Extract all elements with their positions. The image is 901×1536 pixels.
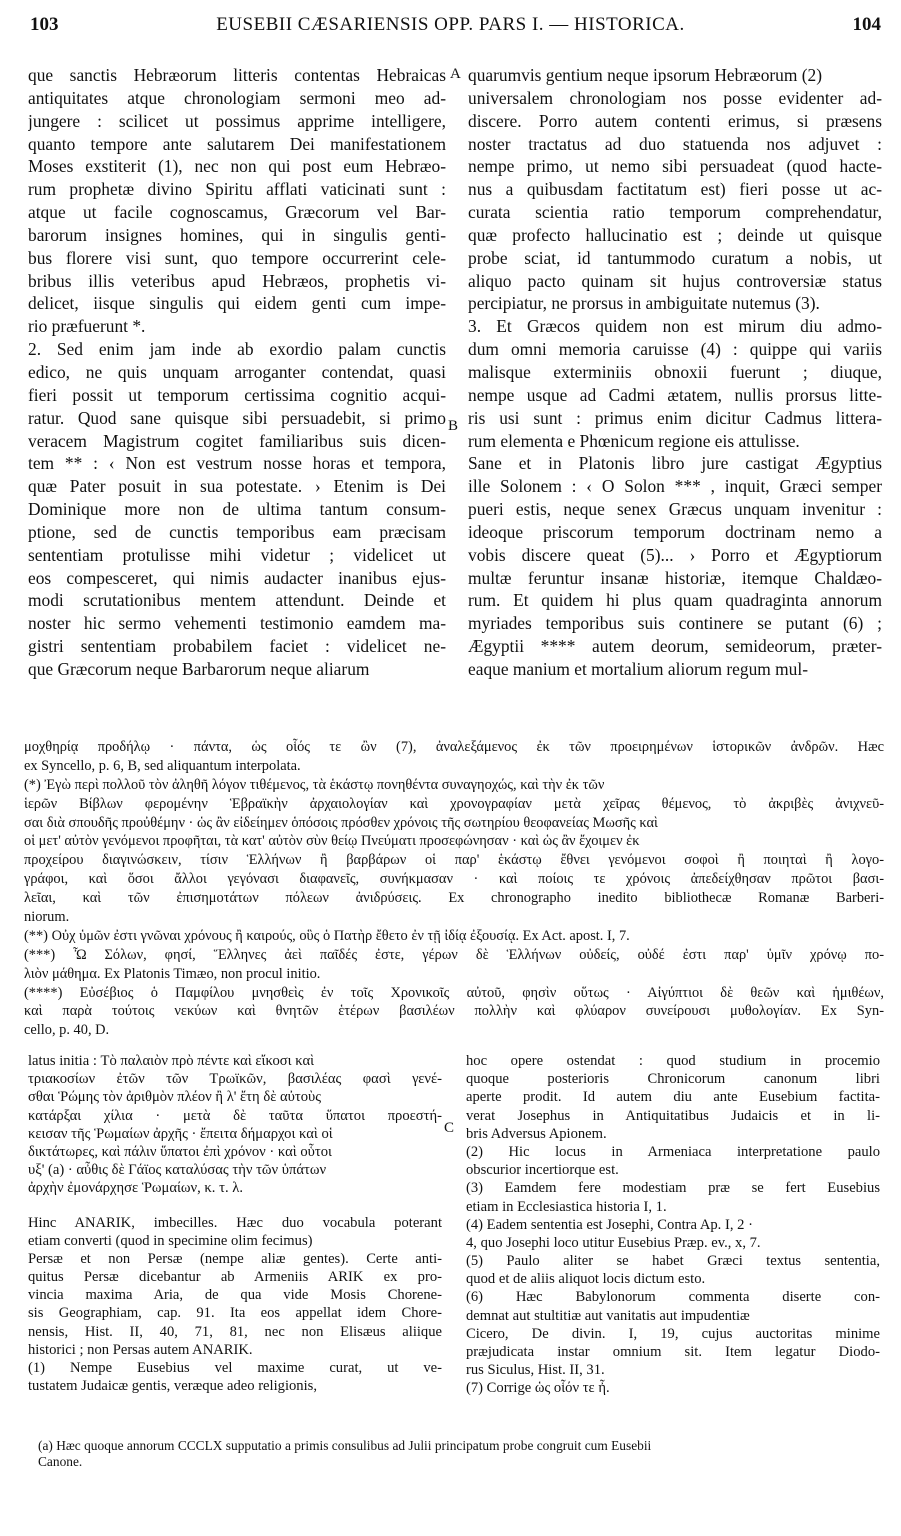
text-line: (****) Εὐσέβιος ὁ Παμφίλου μνησθεὶς ἐν τοῖς Χρονικοῖς αὐτοῦ, φησὶν οὕτως · Αἰγύπτιοι δὲ θεῶν καὶ ἡμιθέων,	[24, 984, 884, 1001]
text-line: modi scrutationibus mentem attendunt. Deinde et	[28, 590, 446, 611]
text-line: ptione, sed de cunctis temporibus eam præcisam	[28, 521, 446, 542]
text-line: λιὸν μάθημα. Ex Platonis Timæo, non procul initio.	[24, 965, 321, 982]
text-line: percipiatur, ne prorsus in ambiguitate nutemus (3).	[468, 293, 820, 314]
text-line: (4) Eadem sententia est Josephi, Contra Ap. I, 2 ·	[466, 1216, 753, 1233]
text-line: barorum insignes homines, qui in singulis genti-	[28, 224, 446, 245]
text-line: rum. Et quidem hi plus quam quadraginta annorum	[468, 590, 882, 611]
text-line: rum prophetæ divino Spiritu afflati vaticinati sunt :	[28, 179, 446, 200]
greek-footnotes	[24, 738, 884, 1040]
text-line: nus a quibusdam factitatum est) fieri posse ut ac-	[468, 179, 882, 200]
text-line: veracem Magistrum cogitet familiaribus suis dicen-	[28, 430, 446, 451]
text-line: κεισαν τῆς Ῥωμαίων ἀρχῆς · ἔπειτα δήμαρχοι καὶ οἱ	[28, 1125, 333, 1142]
main-column-left	[28, 64, 446, 681]
text-line: que Græcorum neque Barbarorum neque aliarum	[28, 658, 370, 679]
running-title: EUSEBII CÆSARIENSIS OPP. PARS I. — HISTORICA.	[216, 14, 685, 35]
text-line: quoque posterioris Chronicorum canonum libri	[466, 1071, 880, 1088]
text-line: rum elementa e Phœnicum regione eis attulisse.	[468, 430, 800, 451]
text-line: (3) Eamdem fere modestiam præ se fert Eusebius	[466, 1180, 880, 1197]
text-line: Persæ et non Persæ (nempe aliæ gentes). Certe anti-	[28, 1250, 442, 1267]
text-line: quitus Persæ dicebantur ab Armeniis ARIK ex pro-	[28, 1269, 442, 1286]
text-line: ris usi sunt : primus enim dicitur Cadmus littera-	[468, 407, 882, 428]
text-line: Cicero, De divin. I, 19, cujus auctoritas minime	[466, 1325, 880, 1342]
text-line: fieri possit ut temporum certissima cognitio acqui-	[28, 384, 446, 405]
text-line: nempe primo, ut nemo sibi persuadeat (quod hacte-	[468, 156, 882, 177]
text-line: (7) Corrige ὡς οἷόν τε ἦ.	[466, 1380, 610, 1397]
text-line: προχείρου διαγινώσκειν, τίσιν Ἑλλήνων ἢ βαρβάρων οἱ παρ' ἑκάστῳ ἔθνει γενόμενοι σοφοὶ ἢ ποιηταὶ ἢ λογο-	[24, 852, 884, 869]
text-line: probe sciat, id tantummodo curatum a nobis, ut	[468, 247, 882, 268]
text-line: 3. Et Græcos quidem non est mirum diu admo-	[468, 316, 882, 337]
text-line: καὶ παρὰ τούτοις νεκύων καὶ θνητῶν ἑτέρων βασιλέων πολλὴν καὶ φλύαρον συνείρουσι μυθολογίαν. Ex Syn-	[24, 1003, 884, 1020]
text-line: οἱ μετ' αὐτὸν γενόμενοι προφῆται, τὰ κατ' αὐτὸν σὺν θείῳ Πνεύματι προσεφώνησαν · καὶ ὡς ἂν ἔχοιμεν ἐκ	[24, 833, 640, 850]
text-line: quæ profecto hallucinatio est ; deinde ut quisque	[468, 224, 882, 245]
text-line: ἀρχὴν ἐμονάρχησε Ῥωμαίων, κ. τ. λ.	[28, 1180, 243, 1197]
bottom-footnote	[38, 1438, 886, 1470]
text-line: (***) Ὦ Σόλων, φησί, Ἕλληνες ἀεὶ παῖδές ἐστε, γέρων δὲ Ἑλλήνων οὐδείς, οὐδέ ἐστι παρ' ὑμῖν χρόνῳ πο-	[24, 946, 884, 963]
text-line: ideoque priscorum temporum doctrinam nemo a	[468, 521, 882, 542]
text-line: etiam converti (quod in specimine olim fecimus)	[28, 1232, 313, 1249]
text-line: noster hic sermo vehementi testimonio eamdem ma-	[28, 613, 446, 634]
text-line: gistri sententiam probabilem faciet : videlicet ne-	[28, 636, 446, 657]
text-line: tem ** : ‹ Non est vestrum nosse horas et tempora,	[28, 453, 446, 474]
text-line: (5) Paulo aliter se habet Græci textus sententia,	[466, 1253, 880, 1270]
text-line: τριακοσίων ἐτῶν τῶν Τρωϊκῶν, βασιλέας φασὶ γενέ-	[28, 1071, 442, 1088]
text-line: 4, quo Josephi loco utitur Eusebius Præp. ev., x, 7.	[466, 1234, 761, 1251]
text-line: multæ feruntur insanæ historiæ, itemque Chaldæo-	[468, 567, 882, 588]
text-line: Moses exstiterit (1), nec non qui post eum Hebræo-	[28, 156, 446, 177]
text-line: (2) Hic locus in Armeniaca interpretatione paulo	[466, 1143, 880, 1160]
text-line: universalem chronologiam nos posse evidenter ad-	[468, 87, 882, 108]
page-number-right: 104	[852, 14, 881, 35]
text-line: κατάρξαι χίλια · μετὰ δὲ ταῦτα ὕπατοι προεστή-	[28, 1107, 442, 1124]
page-number-left: 103	[30, 14, 59, 35]
text-line: latus initia : Τὸ παλαιὸν πρὸ πέντε καὶ εἴκοσι καὶ	[28, 1053, 315, 1069]
main-column-right	[468, 64, 882, 681]
text-line: rio præfuerunt *.	[28, 316, 146, 337]
text-line: ratur. Quod sane quisque sibi persuadebit, si primo	[28, 407, 446, 428]
text-line: (**) Οὐχ ὑμῶν ἐστι γνῶναι χρόνους ἢ καιρούς, οὓς ὁ Πατὴρ ἔθετο ἐν τῇ ἰδίᾳ ἐξουσίᾳ. Ex Act. apost. I, 7.	[24, 927, 630, 944]
text-line: sis Geographiam, cap. 91. Ita eos appellat idem Chore-	[28, 1305, 442, 1322]
text-line	[28, 1198, 442, 1214]
text-line: μοχθηρίᾳ προδήλῳ · πάντα, ὡς οἷός τε ὢν (7), ἀναλεξάμενος ἐκ τῶν προειρημένων ἱστορικῶν ἀνδρῶν. Hæc	[24, 739, 884, 755]
text-line: aperte prodit. Id autem diu ante Eusebium factita-	[466, 1089, 880, 1106]
text-line: (a) Hæc quoque annorum CCCLX supputatio a primis consulibus ad Julii principatum probe congruit cum Eusebii	[38, 1438, 652, 1453]
text-line: quarumvis gentium neque ipsorum Hebræorum (2)	[468, 65, 823, 85]
margin-letter-b: B	[448, 418, 459, 434]
text-line: Dominique more non de ultima tantum consum-	[28, 499, 446, 520]
text-line: Hinc ANARIK, imbecilles. Hæc duo vocabula poterant	[28, 1214, 442, 1231]
text-line: myriades temporibus suis continere se putant (6) ;	[468, 613, 882, 634]
text-line: ἱερῶν Βίβλων φερομένην Ἑβραϊκὴν ἀρχαιολογίαν καὶ χρονογραφίαν μετὰ χεῖρας θέμενος, τὸ ἀκριβὲς ἀνιχνεῦ-	[24, 795, 884, 812]
text-line: bus florere visi sunt, quo tempore occurrerint cele-	[28, 247, 446, 268]
text-line: etiam in Ecclesiastica historia I, 1.	[466, 1198, 667, 1215]
text-line: ex Syncello, p. 6, B, sed aliquantum interpolata.	[24, 757, 301, 774]
text-line: que sanctis Hebræorum litteris contentas Hebraicas	[28, 65, 446, 85]
text-line: (1) Nempe Eusebius vel maxime curat, ut ve-	[28, 1360, 442, 1376]
text-line: Sane et in Platonis libro jure castigat Ægyptius	[468, 453, 882, 474]
text-line: antiquitates atque chronologiam sermoni meo ad-	[28, 87, 446, 108]
margin-letter-a: A	[450, 66, 461, 82]
text-line: discere. Porro autem contenti erimus, si præsens	[468, 110, 882, 131]
text-line: dum omni memoria caruisse (4) : quippe qui variis	[468, 339, 882, 360]
text-line: obscurior incertiorque est.	[466, 1162, 619, 1179]
text-line: edico, ne quis unquam arroganter contendat, quasi	[28, 361, 446, 382]
text-line: aliquo pacto quinam sit hujus controversiæ status	[468, 270, 882, 291]
text-line: λεῖαι, καὶ τῶν ἐπισημοτάτων πόλεων ἀνιδρύσεις. Ex chronographo inedito bibliothecæ Romanæ Barberi-	[24, 890, 884, 907]
text-line: quanto tempore ante salutarem Dei manifestationem	[28, 133, 446, 154]
text-line: demnat aut stultitiæ aut vanitatis aut impudentiæ	[466, 1307, 750, 1324]
text-line: vobis discere queat (5)... › Porro et Ægyptiorum	[468, 544, 882, 565]
text-line: rus Siculus, Hist. II, 31.	[466, 1362, 605, 1379]
text-line: eos compesceret, qui nimis audacter inanibus ejus-	[28, 567, 446, 588]
text-line: Ægyptii **** autem deorum, semideorum, præter-	[468, 636, 882, 657]
text-line: δικτάτωρες, καὶ πάλιν ὕπατοι ἐπὶ χρόνον · καὶ οὗτοι	[28, 1143, 332, 1160]
text-line: bribus illis veteribus apud Hebræos, prophetis vi-	[28, 270, 446, 291]
text-line: 2. Sed enim jam inde ab exordio palam cunctis	[28, 339, 446, 360]
text-line: curata scientia ratio temporum comprehendatur,	[468, 202, 882, 223]
text-line: atque ut facile cognoscamus, Græcorum vel Bar-	[28, 202, 446, 223]
text-line: pueri estis, neque senex Græcus unquam invenitur :	[468, 499, 882, 520]
commentary-column-right	[466, 1052, 880, 1398]
text-line: cello, p. 40, D.	[24, 1022, 110, 1039]
text-line: σαι διὰ σπουδῆς προὐθέμην · ὡς ἂν εἰδείημεν ὁπόσοις πρόσθεν χρόνοις τῆς σωτηρίου θεοφανείας Μωσῆς καὶ	[24, 814, 658, 831]
commentary-column-left	[28, 1052, 442, 1395]
margin-letter-c: C	[444, 1120, 455, 1136]
text-line: quod et de aliis aliquot locis dictum esto.	[466, 1271, 706, 1288]
text-line: noster tractatus ad duo statuenda nos adjuvet :	[468, 133, 882, 154]
text-line: verat Josephus in Antiquitatibus Judaicis et in li-	[466, 1107, 880, 1124]
running-header	[0, 14, 901, 44]
text-line: niorum.	[24, 909, 70, 926]
text-line: quæ Pater posuit in sua potestate. › Etenim is Dei	[28, 476, 446, 497]
text-line: ille Solonem : ‹ O Solon *** , inquit, Græci semper	[468, 476, 882, 497]
text-line: bris Adversus Apionem.	[466, 1125, 607, 1142]
text-line: (*) Ἐγὼ περὶ πολλοῦ τὸν ἀληθῆ λόγον τιθέμενος, τὰ ἑκάστῳ πονηθέντα συναγηοχώς, καὶ τὴν ἐκ τῶν	[24, 776, 605, 793]
text-line: υξ' (a) · αὖθις δὲ Γάϊος καταλύσας τὴν τῶν ὑπάτων	[28, 1162, 327, 1179]
text-line: malisque exterminiis obnoxii fuerunt ; diuque,	[468, 361, 882, 382]
text-line: hoc opere ostendat : quod studium in procemio	[466, 1053, 880, 1069]
text-line: tustatem Judaicæ gentis, veræque adeo religionis,	[28, 1378, 317, 1395]
text-line: historici ; non Persas autem ANARIK.	[28, 1341, 253, 1358]
text-line: Canone.	[38, 1454, 83, 1469]
text-line: (6) Hæc Babylonorum commenta diserte con-	[466, 1289, 880, 1306]
text-line: γράφοι, καὶ ὅσοι ἄλλοι γεγόνασι διαφανεῖς, συνήκμασαν · καὶ ποίοις τε χρόνοις ἀπεδείχθησαν πρῶτοι βασι-	[24, 871, 884, 888]
text-line: nensis, Hist. II, 40, 71, 81, nec non Elisæus aliique	[28, 1323, 442, 1340]
text-line: nempe usque ad Cadmi ætatem, nullis prorsus litte-	[468, 384, 882, 405]
text-line: vincia maxima Aria, de qua vide Mosis Chorene-	[28, 1287, 442, 1304]
text-line: σθαι Ῥώμης τὸν ἀριθμὸν πλέον ἢ λ' ἔτη δὲ αὐτοὺς	[28, 1089, 322, 1106]
text-line: præjudicata instar omnium sit. Item legatur Diodo-	[466, 1344, 880, 1360]
text-line: sententiam protulisse mihi videtur ; videlicet ut	[28, 544, 446, 565]
text-line: eaque manium et mortalium aliorum regum mul-	[468, 658, 808, 679]
text-line: jungere : scilicet ut possimus apprime intelligere,	[28, 110, 446, 131]
text-line: delicet, iisque singulis qui eidem genti cum impe-	[28, 293, 446, 314]
